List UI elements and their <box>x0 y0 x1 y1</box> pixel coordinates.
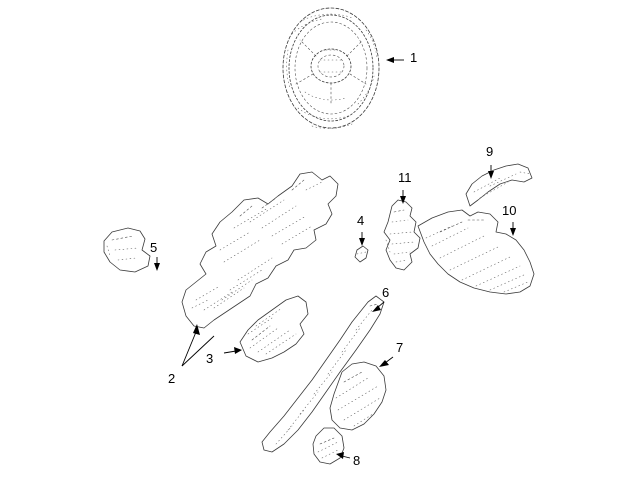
callout-label-3: 3 <box>206 351 214 366</box>
callout-label-1: 1 <box>410 50 418 65</box>
part-upper-rail <box>466 164 532 206</box>
part-steering-wheel <box>283 8 379 128</box>
callout-label-8: 8 <box>353 453 361 468</box>
callout-label-11: 11 <box>398 170 412 185</box>
callout-label-10: 10 <box>502 203 517 218</box>
callout-label-6: 6 <box>382 285 390 300</box>
callout-label-9: 9 <box>486 144 494 159</box>
part-switch-module <box>384 200 420 270</box>
callout-label-5: 5 <box>150 240 158 255</box>
callout-label-7: 7 <box>396 340 404 355</box>
callout-label-4: 4 <box>357 213 365 228</box>
part-knee-bolster <box>418 210 534 294</box>
part-center-bracket <box>240 296 308 362</box>
part-lower-trim-panel <box>182 172 338 328</box>
part-lower-joint <box>313 428 344 464</box>
leader-lines <box>154 57 516 459</box>
part-side-cover <box>104 228 150 272</box>
part-column-housing <box>330 362 386 430</box>
part-small-clip <box>355 246 368 262</box>
callout-label-2: 2 <box>168 371 176 386</box>
